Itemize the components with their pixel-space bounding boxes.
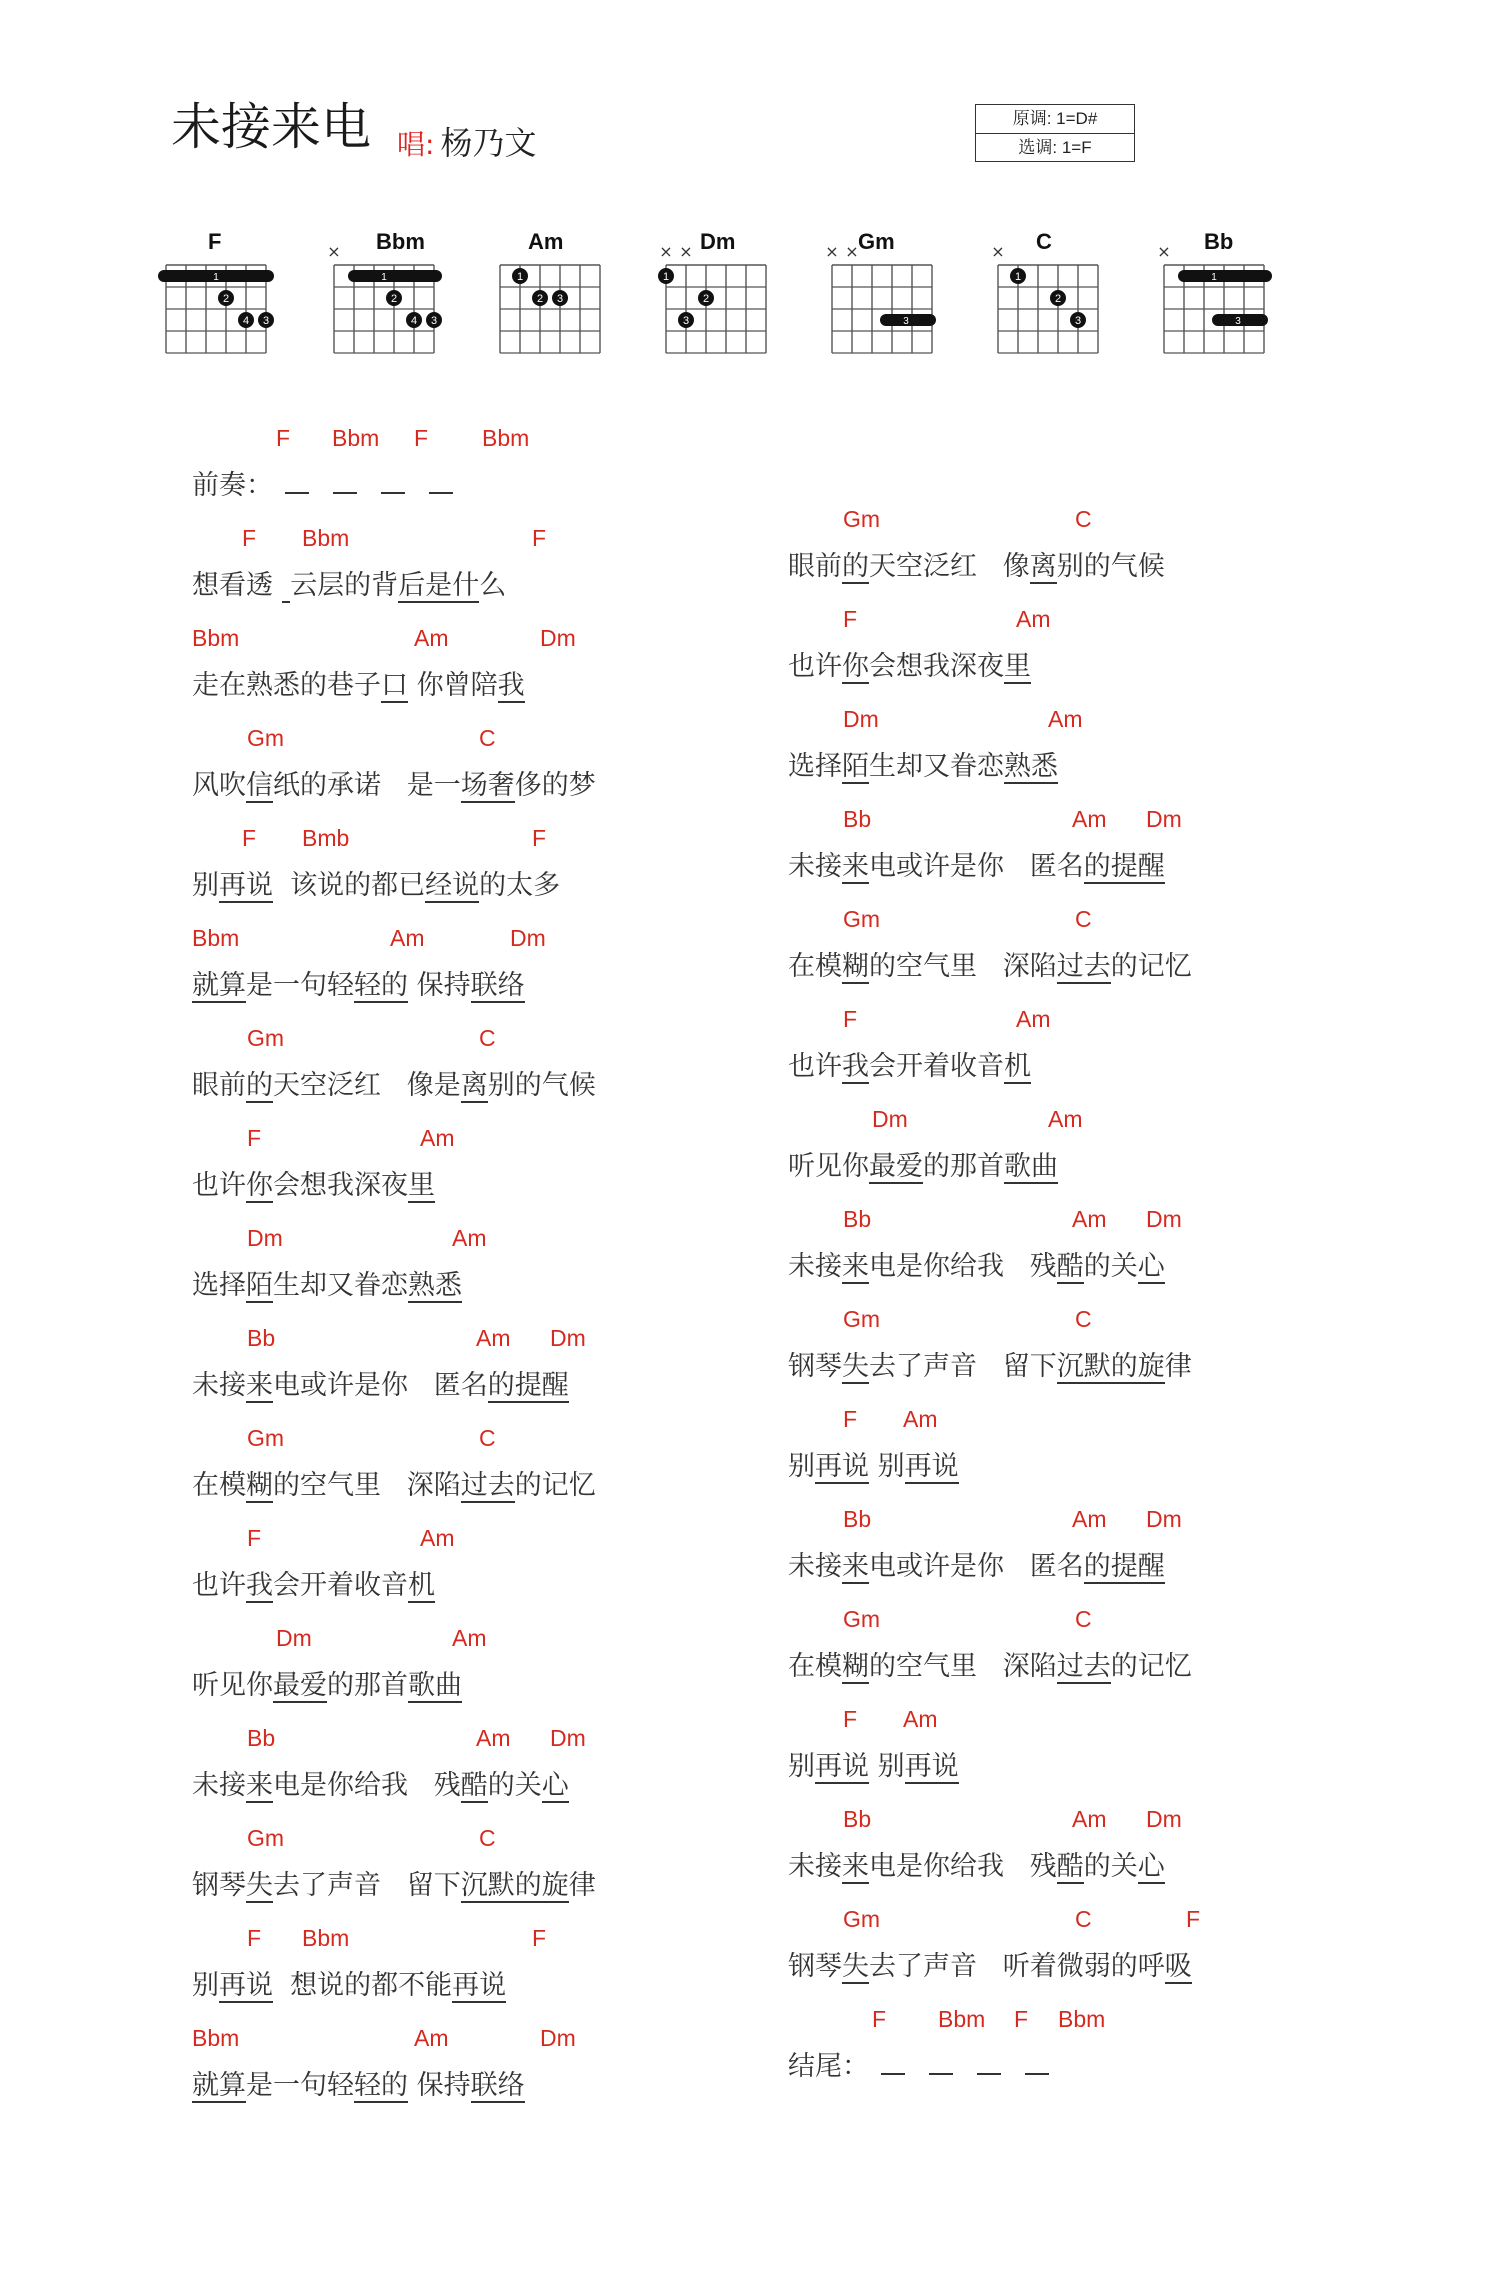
chord-symbol: Bbm xyxy=(1058,2006,1106,2032)
chord-symbol: Dm xyxy=(550,1325,586,1351)
lyric-text: 钢琴失去了声音 留下沉默的旋律 xyxy=(192,1870,596,1901)
chord-symbol: Dm xyxy=(1146,806,1182,832)
blank-underline xyxy=(881,2051,905,2075)
chord-symbol: F xyxy=(414,425,429,451)
lyric-line xyxy=(192,1163,435,1202)
chord-symbol: F xyxy=(242,825,257,851)
svg-text:2: 2 xyxy=(222,293,230,305)
lyric-line xyxy=(192,1963,506,2002)
chord-symbol: Bbm xyxy=(192,925,240,951)
svg-text:3: 3 xyxy=(682,315,690,327)
lyric-line xyxy=(788,1444,959,1483)
chord-symbol: Bbm xyxy=(332,425,380,451)
chord-diagram-name: Bbm xyxy=(376,229,425,254)
chord-symbol: Bb xyxy=(843,1506,872,1532)
lyric-line xyxy=(192,463,465,502)
chord-symbol: Am xyxy=(420,1525,455,1551)
lyric-line xyxy=(788,644,1031,683)
svg-text:4: 4 xyxy=(242,315,250,327)
chord-symbol: Gm xyxy=(843,1906,881,1932)
lyric-line xyxy=(788,1944,1192,1983)
muted-string-mark: × xyxy=(327,242,341,261)
lyric-text: 未接来电是你给我 残酷的关心 xyxy=(788,1251,1165,1282)
lyric-text: 别再说 别再说 xyxy=(788,1751,959,1782)
chord-symbol: Bb xyxy=(843,806,872,832)
chord-symbol: Am xyxy=(1016,1006,1051,1032)
chord-diagram-name: F xyxy=(208,229,222,254)
chord-symbol: F xyxy=(843,1006,858,1032)
blank-underline xyxy=(333,470,357,494)
muted-string-mark: × xyxy=(991,242,1005,261)
chord-symbol: C xyxy=(1075,906,1092,932)
lyric-line xyxy=(788,944,1192,983)
lyric-line xyxy=(192,1663,462,1702)
chord-symbol: Dm xyxy=(247,1225,283,1251)
lyric-text: 风吹信纸的承诺 是一场奢侈的梦 xyxy=(192,770,596,801)
chord-symbol: Gm xyxy=(247,1425,285,1451)
chord-symbol: C xyxy=(1075,1306,1092,1332)
lyric-text: 就算是一句轻轻的 保持联络 xyxy=(192,2070,525,2101)
lyric-line xyxy=(192,1563,435,1602)
lyric-line xyxy=(788,1644,1192,1683)
left-column xyxy=(192,425,712,2225)
lyric-line xyxy=(788,1344,1192,1383)
svg-text:3: 3 xyxy=(430,315,438,327)
lyric-line xyxy=(192,1863,596,1902)
chord-diagram-name: Dm xyxy=(700,229,736,254)
chord-diagram-dm xyxy=(650,225,790,375)
chord-symbol: Bb xyxy=(247,1325,276,1351)
svg-text:3: 3 xyxy=(262,315,270,327)
original-key: 原调: 1=D# xyxy=(1012,109,1098,128)
chord-symbol: Bbm xyxy=(302,1925,350,1951)
lyric-text: 未接来电或许是你 匿名的提醒 xyxy=(192,1370,569,1401)
chord-symbol: Bb xyxy=(247,1725,276,1751)
lyric-text: 在模糊的空气里 深陷过去的记忆 xyxy=(192,1470,596,1501)
chord-symbol: F xyxy=(532,525,547,551)
chord-symbol: Am xyxy=(476,1325,511,1351)
lyric-line xyxy=(788,744,1058,783)
blank-underline xyxy=(929,2051,953,2075)
lyric-text: 未接来电或许是你 匿名的提醒 xyxy=(788,1551,1165,1582)
chord-symbol: F xyxy=(1186,1906,1201,1932)
chord-symbol: Am xyxy=(903,1406,938,1432)
chord-symbol: Am xyxy=(1072,1506,1107,1532)
lyric-text: 也许我会开着收音机 xyxy=(788,1051,1031,1082)
lyric-text: 钢琴失去了声音 听着微弱的呼吸 xyxy=(788,1951,1192,1982)
chord-symbol: Bb xyxy=(843,1206,872,1232)
singer-label: 唱: xyxy=(397,128,435,161)
key-box xyxy=(975,104,1135,162)
chord-symbol: Am xyxy=(903,1706,938,1732)
lyric-text: 眼前的天空泛红 像是离别的气候 xyxy=(192,1070,596,1101)
lyric-text: 走在熟悉的巷子口 你曾陪我 xyxy=(192,670,525,701)
fretboard-grid xyxy=(1148,225,1288,375)
lyric-line xyxy=(192,1463,596,1502)
lyric-text: 就算是一句轻轻的 保持联络 xyxy=(192,970,525,1001)
singer-name: 杨乃文 xyxy=(440,124,537,162)
chord-symbol: Bbm xyxy=(482,425,530,451)
lyric-text: 未接来电或许是你 匿名的提醒 xyxy=(788,851,1165,882)
lyric-line xyxy=(192,1763,569,1802)
chord-symbol: C xyxy=(479,1825,496,1851)
chord-symbol: Am xyxy=(1072,1806,1107,1832)
chord-symbol: F xyxy=(247,1125,262,1151)
chord-symbol: F xyxy=(276,425,291,451)
muted-string-mark: × xyxy=(845,242,859,261)
blank-underline xyxy=(977,2051,1001,2075)
chord-symbol: Am xyxy=(452,1625,487,1651)
lyric-line xyxy=(788,844,1165,883)
svg-text:2: 2 xyxy=(702,293,710,305)
lyric-text: 听见你最爱的那首歌曲 xyxy=(788,1151,1058,1182)
chord-symbol: F xyxy=(872,2006,887,2032)
lyric-line xyxy=(788,1744,959,1783)
fretboard-grid xyxy=(816,225,956,375)
chord-symbol: Gm xyxy=(843,1606,881,1632)
chord-symbol: Dm xyxy=(510,925,546,951)
chord-diagram-am xyxy=(484,225,624,375)
fretboard-grid xyxy=(982,225,1122,375)
lyric-line xyxy=(788,1244,1165,1283)
lyric-line xyxy=(192,763,596,802)
chord-symbol: F xyxy=(532,825,547,851)
chord-symbol: Am xyxy=(420,1125,455,1151)
lyric-text: 结尾： xyxy=(788,2051,869,2082)
chord-symbol: C xyxy=(1075,1606,1092,1632)
chord-symbol: Dm xyxy=(1146,1806,1182,1832)
chord-symbol: Am xyxy=(1048,706,1083,732)
chord-symbol: Am xyxy=(1072,806,1107,832)
chord-diagram-bb xyxy=(1148,225,1288,375)
chord-symbol: Dm xyxy=(1146,1506,1182,1532)
lyric-text: 选择陌生却又眷恋熟悉 xyxy=(788,751,1058,782)
barre-bar xyxy=(1178,270,1272,282)
chord-symbol: C xyxy=(479,725,496,751)
lyric-line xyxy=(788,1144,1058,1183)
lyric-text: 想看透 云层的背后是什么 xyxy=(192,570,507,601)
lyric-line xyxy=(192,2063,525,2102)
svg-text:2: 2 xyxy=(1054,293,1062,305)
fretboard-grid xyxy=(150,225,290,375)
muted-string-mark: × xyxy=(659,242,673,261)
lyric-line xyxy=(192,663,525,702)
chord-symbol: Am xyxy=(1072,1206,1107,1232)
blank-underline xyxy=(429,470,453,494)
chord-symbol: C xyxy=(1075,1906,1092,1932)
svg-text:2: 2 xyxy=(390,293,398,305)
fretboard-grid xyxy=(318,225,458,375)
chord-symbol: Am xyxy=(414,2025,449,2051)
lyric-line xyxy=(788,1544,1165,1583)
chord-symbol: Bbm xyxy=(938,2006,986,2032)
chord-symbol: Dm xyxy=(550,1725,586,1751)
lyric-line xyxy=(788,2044,1061,2083)
chord-diagram-name: Bb xyxy=(1204,229,1234,254)
lyric-line xyxy=(788,544,1165,583)
selected-key: 选调: 1=F xyxy=(976,133,1134,162)
chord-diagram-c xyxy=(982,225,1122,375)
chord-symbol: Bbm xyxy=(302,525,350,551)
lyric-line xyxy=(788,1844,1165,1883)
chord-symbol: Am xyxy=(414,625,449,651)
chord-symbol: F xyxy=(247,1525,262,1551)
chord-symbol: Bbm xyxy=(192,2025,240,2051)
chord-symbol: Gm xyxy=(247,1825,285,1851)
lyric-text: 听见你最爱的那首歌曲 xyxy=(192,1670,462,1701)
lyric-text: 未接来电是你给我 残酷的关心 xyxy=(788,1851,1165,1882)
chord-symbol: Gm xyxy=(843,506,881,532)
chord-diagram-gm xyxy=(816,225,956,375)
svg-text:1: 1 xyxy=(1211,272,1217,283)
svg-text:1: 1 xyxy=(381,272,387,283)
lyric-text: 也许你会想我深夜里 xyxy=(192,1170,435,1201)
lyric-text: 未接来电是你给我 残酷的关心 xyxy=(192,1770,569,1801)
lyric-text: 钢琴失去了声音 留下沉默的旋律 xyxy=(788,1351,1192,1382)
chord-diagram-name: Am xyxy=(528,229,564,254)
svg-text:3: 3 xyxy=(1074,315,1082,327)
lyric-text: 别再说 想说的都不能再说 xyxy=(192,1970,507,2001)
svg-text:3: 3 xyxy=(556,293,564,305)
chord-symbol: F xyxy=(843,1706,858,1732)
chord-symbol: Am xyxy=(1016,606,1051,632)
barre-bar xyxy=(348,270,442,282)
chord-symbol: Gm xyxy=(247,1025,285,1051)
chord-symbol: F xyxy=(1014,2006,1029,2032)
chord-symbol: Gm xyxy=(843,1306,881,1332)
svg-text:3: 3 xyxy=(903,316,909,327)
chord-diagram-name: C xyxy=(1036,229,1052,254)
lyric-line xyxy=(192,563,506,602)
chord-symbol: Bmb xyxy=(302,825,350,851)
chord-symbol: Bb xyxy=(843,1806,872,1832)
svg-text:4: 4 xyxy=(410,315,418,327)
muted-string-mark: × xyxy=(679,242,693,261)
chord-symbol: Bbm xyxy=(192,625,240,651)
chord-symbol: F xyxy=(532,1925,547,1951)
svg-text:2: 2 xyxy=(536,293,544,305)
chord-symbol: Dm xyxy=(1146,1206,1182,1232)
chord-symbol: Am xyxy=(1048,1106,1083,1132)
lyric-text: 眼前的天空泛红 像离别的气候 xyxy=(788,551,1165,582)
chord-diagram-f xyxy=(150,225,290,375)
lyric-text: 也许我会开着收音机 xyxy=(192,1570,435,1601)
lyric-line xyxy=(192,1063,596,1102)
chord-symbol: C xyxy=(1075,506,1092,532)
chord-symbol: Dm xyxy=(540,2025,576,2051)
chord-symbol: Gm xyxy=(843,906,881,932)
blank-underline xyxy=(1025,2051,1049,2075)
chord-diagram-name: Gm xyxy=(858,229,895,254)
lyric-line xyxy=(192,1363,569,1402)
svg-text:1: 1 xyxy=(1014,271,1022,283)
fretboard-grid xyxy=(650,225,790,375)
song-title: 未接来电 xyxy=(171,98,371,156)
chord-symbol: C xyxy=(479,1425,496,1451)
chord-symbol: Am xyxy=(390,925,425,951)
lyric-text: 别再说 别再说 xyxy=(788,1451,959,1482)
right-column xyxy=(788,506,1308,2206)
chord-symbol: Dm xyxy=(540,625,576,651)
chord-symbol: F xyxy=(242,525,257,551)
chord-symbol: F xyxy=(843,1406,858,1432)
chord-symbol: Gm xyxy=(247,725,285,751)
singer-line xyxy=(397,118,536,164)
chord-symbol: F xyxy=(843,606,858,632)
chord-symbol: Dm xyxy=(872,1106,908,1132)
svg-text:1: 1 xyxy=(213,272,219,283)
lyric-line xyxy=(192,963,525,1002)
lyric-line xyxy=(788,1044,1031,1083)
lyric-line xyxy=(192,863,560,902)
svg-text:1: 1 xyxy=(516,271,524,283)
muted-string-mark: × xyxy=(825,242,839,261)
chord-symbol: F xyxy=(247,1925,262,1951)
lyric-text: 前奏： xyxy=(192,470,273,501)
chord-symbol: Dm xyxy=(843,706,879,732)
muted-string-mark: × xyxy=(1157,242,1171,261)
lyric-text: 在模糊的空气里 深陷过去的记忆 xyxy=(788,951,1192,982)
blank-underline xyxy=(381,470,405,494)
chord-diagram-bbm xyxy=(318,225,458,375)
lyric-text: 选择陌生却又眷恋熟悉 xyxy=(192,1270,462,1301)
blank-underline xyxy=(285,470,309,494)
svg-text:1: 1 xyxy=(662,271,670,283)
chord-diagrams xyxy=(150,225,1330,375)
chord-symbol: Am xyxy=(476,1725,511,1751)
svg-text:3: 3 xyxy=(1235,316,1241,327)
lyric-text: 别再说 该说的都已经说的太多 xyxy=(192,870,561,901)
lyric-text: 也许你会想我深夜里 xyxy=(788,651,1031,682)
lyric-line xyxy=(192,1263,462,1302)
chord-symbol: C xyxy=(479,1025,496,1051)
fretboard-grid xyxy=(484,225,624,375)
chord-symbol: Dm xyxy=(276,1625,312,1651)
chord-symbol: Am xyxy=(452,1225,487,1251)
lyric-text: 在模糊的空气里 深陷过去的记忆 xyxy=(788,1651,1192,1682)
